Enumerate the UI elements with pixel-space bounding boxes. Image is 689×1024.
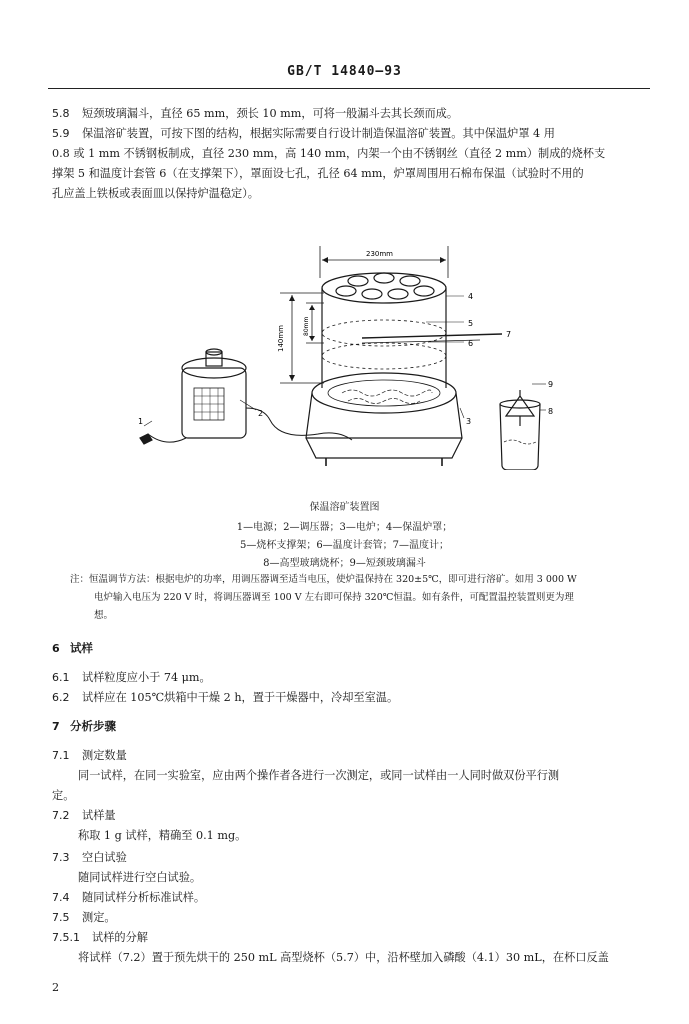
clause-text: 短颈玻璃漏斗，直径 65 mm，颈长 10 mm，可将一般漏斗去其长颈而成。: [82, 107, 459, 120]
clause-7-2-heading: [52, 806, 116, 826]
clause-text-line-1: 保温溶矿装置，可按下图的结构，根据实际需要自行设计制造保温溶矿装置。其中保温炉罩 4 用: [82, 127, 555, 140]
hood-hole: [374, 273, 394, 283]
part-label-6: 6: [468, 339, 474, 348]
section-number: 7: [52, 720, 60, 733]
hood-hole: [336, 286, 356, 296]
clause-7-1-line-1: 同一试样，在同一实验室，应由两个操作者各进行一次测定，或同一试样由一人同时做双份平行测: [78, 769, 560, 782]
clause-number: 7.5: [52, 911, 70, 924]
tall-beaker: [500, 404, 540, 470]
clause-7-5-1-text: 将试样（7.2）置于预先烘干的 250 mL 高型烧杯（5.7）中，沿杯壁加入磷酸（4.1）30 mL，在杯口反盖: [78, 951, 609, 964]
part-label-2: 2: [258, 409, 264, 418]
page-number: 2: [52, 981, 60, 994]
clause-text: 测定。: [82, 911, 116, 924]
dim-label-height: 140mm: [277, 325, 285, 352]
clause-text: 试样应在 105℃烘箱中干燥 2 h，置于干燥器中，冷却至室温。: [82, 691, 399, 704]
clause-number: 7.5.1: [52, 931, 80, 944]
clause-title: 测定数量: [82, 749, 127, 762]
header-rule: [48, 88, 650, 89]
furnace-body: [306, 393, 462, 458]
figure-title: 保温溶矿装置图: [309, 502, 380, 513]
clause-7-2-text: 称取 1 g 试样，精确至 0.1 mg。: [78, 829, 247, 842]
apparatus-figure: [130, 238, 570, 470]
clause-number: 7.3: [52, 851, 70, 864]
hood-hole: [388, 289, 408, 299]
clause-7-4: [52, 888, 205, 908]
clause-number: 6.1: [52, 671, 70, 684]
clause-number: 7.1: [52, 749, 70, 762]
clause-7-1-heading: [52, 746, 127, 766]
dim-label-inner: 80mm: [303, 316, 310, 336]
clause-number: 5.9: [52, 127, 70, 140]
part-label-4: 4: [468, 292, 474, 301]
thermometer: [362, 334, 502, 338]
figure-legend-line-2: 5—烧杯支撑架；6—温度计套管；7—温度计；: [239, 540, 450, 551]
short-neck-funnel: [506, 396, 534, 416]
figure-legend-line-1: 1—电源；2—调压器；3—电炉；4—保温炉罩；: [236, 522, 453, 533]
hood-hole: [348, 276, 368, 286]
part-label-8: 8: [548, 407, 554, 416]
clause-7-5-1-heading: [52, 928, 148, 948]
part-label-9: 9: [548, 380, 554, 389]
clause-number: 7.4: [52, 891, 70, 904]
section-7-heading: [52, 718, 116, 734]
clause-title: 空白试验: [82, 851, 127, 864]
part-label-5: 5: [468, 319, 474, 328]
part-label-7: 7: [506, 330, 512, 339]
clause-5-9-line-3: 撑架 5 和温度计套管 6（在支撑架下），罩面设七孔，孔径 64 mm，炉罩周围用石棉布保温（试验时不用的: [52, 167, 584, 180]
part-label-1: 1: [138, 417, 144, 426]
clause-5-9-line-4: 孔应盖上铁板或表面皿以保持炉温稳定）。: [52, 187, 259, 200]
clause-7-1-line-2: 定。: [52, 789, 75, 802]
clause-7-3-heading: [52, 848, 127, 868]
section-number: 6: [52, 642, 60, 655]
hood-hole: [414, 286, 434, 296]
clause-title: 试样的分解: [92, 931, 148, 944]
clause-number: 7.2: [52, 809, 70, 822]
section-6-heading: [52, 640, 93, 656]
hood-hole: [400, 276, 420, 286]
standard-code-header: GB/T 14840—93: [287, 64, 402, 79]
note-line-2: 电炉输入电压为 220 V 时，将调压器调至 100 V 左右即可保持 320℃恒温。如有条件，可配置温控装置则更为理: [94, 592, 574, 603]
clause-7-5: [52, 908, 116, 928]
clause-6-1: [52, 668, 211, 688]
thermometer-sleeve: [362, 340, 480, 343]
clause-7-3-text: 随同试样进行空白试验。: [78, 871, 202, 884]
clause-5-9-line-2: 0.8 或 1 mm 不锈钢板制成，直径 230 mm，高 140 mm，内架一个由不锈钢丝（直径 2 mm）制成的烧杯支: [52, 147, 606, 160]
section-title: 分析步骤: [70, 719, 116, 733]
furnace-top: [312, 373, 456, 413]
section-title: 试样: [70, 641, 93, 655]
dim-label-width: 230mm: [366, 250, 393, 258]
note-line-1: 注：恒温调节方法：根据电炉的功率，用调压器调至适当电压，使炉温保持在 320±5℃，即可进行溶矿。如用 3 000 W: [70, 574, 577, 585]
clause-text: 随同试样分析标准试样。: [82, 891, 206, 904]
hood-top: [322, 273, 446, 303]
clause-title: 试样量: [82, 809, 116, 822]
clause-number: 6.2: [52, 691, 70, 704]
clause-text: 试样粒度应小于 74 μm。: [82, 671, 211, 684]
part-label-3: 3: [466, 417, 472, 426]
clause-6-2: [52, 688, 398, 708]
hood-hole: [362, 289, 382, 299]
clause-5-9: [52, 124, 555, 144]
clause-5-8: [52, 104, 458, 124]
figure-legend-line-3: 8—高型玻璃烧杯；9—短颈玻璃漏斗: [263, 558, 426, 569]
clause-number: 5.8: [52, 107, 70, 120]
note-line-3: 想。: [94, 610, 114, 621]
